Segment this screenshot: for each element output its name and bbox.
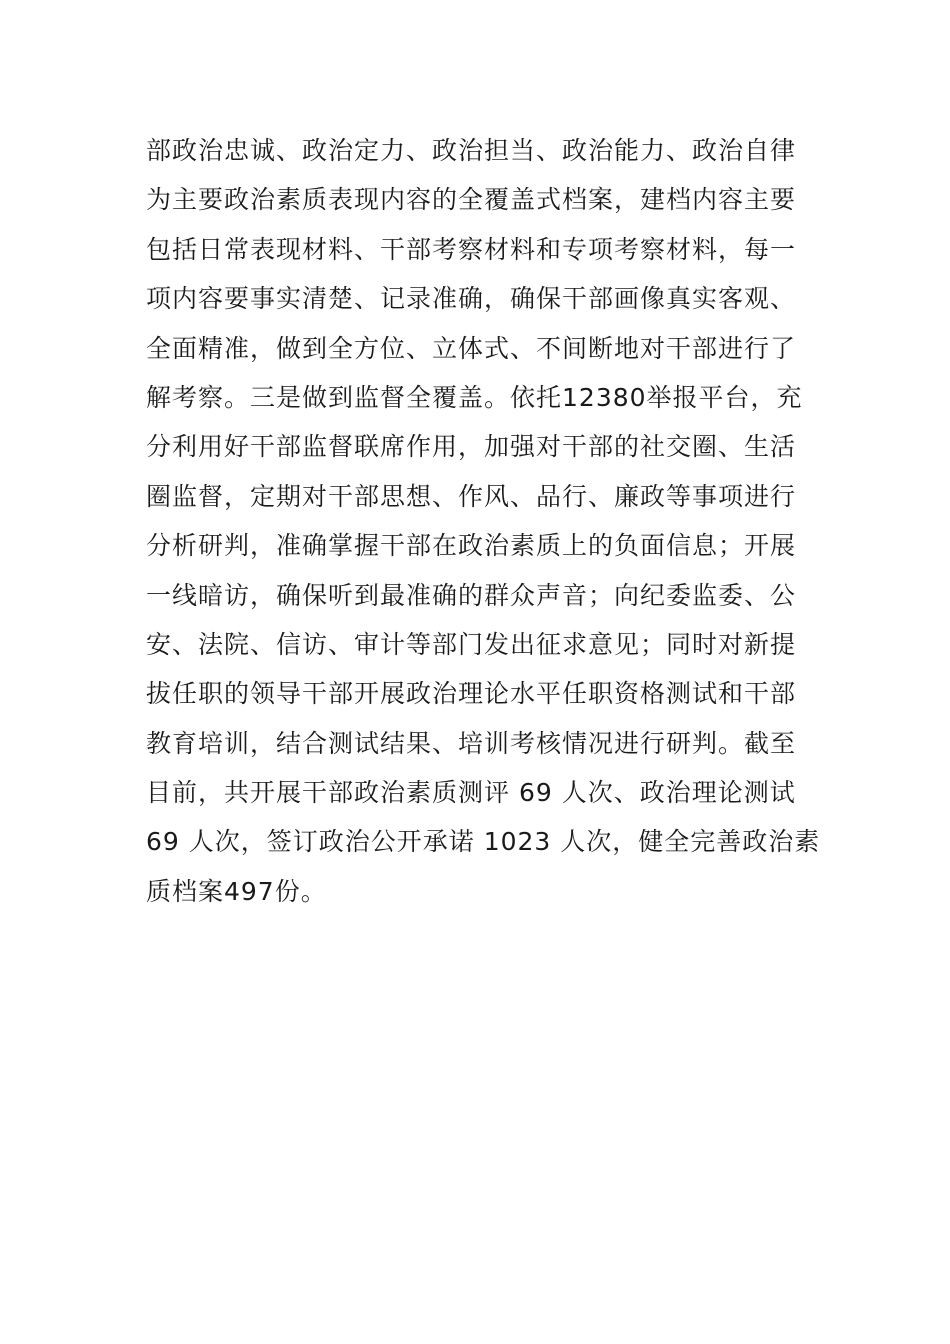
text-line: 目前，共开展干部政治素质测评 69 人次、政治理论测试 xyxy=(146,778,796,808)
text-line: 拔任职的领导干部开展政治理论水平任职资格测试和干部 xyxy=(146,679,797,709)
text-line: 圈监督，定期对干部思想、作风、品行、廉政等事项进行 xyxy=(146,481,797,511)
text-line: 项内容要事实清楚、记录准确，确保干部画像真实客观、 xyxy=(146,284,797,314)
text-line: 分利用好干部监督联席作用，加强对干部的社交圈、生活 xyxy=(146,432,797,462)
text-line: 解考察。三是做到监督全覆盖。依托12380举报平台，充 xyxy=(146,382,803,412)
text-line: 分析研判，准确掌握干部在政治素质上的负面信息；开展 xyxy=(146,531,797,561)
text-line: 质档案497份。 xyxy=(146,876,327,906)
text-line: 教育培训，结合测试结果、培训考核情况进行研判。截至 xyxy=(146,728,797,758)
text-line: 为主要政治素质表现内容的全覆盖式档案，建档内容主要 xyxy=(146,185,797,215)
text-line: 69 人次，签订政治公开承诺 1023 人次，健全完善政治素 xyxy=(146,827,821,857)
body-paragraph xyxy=(146,126,821,916)
text-line: 部政治忠诚、政治定力、政治担当、政治能力、政治自律 xyxy=(146,136,797,165)
text-line: 安、法院、信访、审计等部门发出征求意见；同时对新提 xyxy=(146,629,797,659)
text-line: 全面精准，做到全方位、立体式、不间断地对干部进行了 xyxy=(146,333,797,363)
text-line: 包括日常表现材料、干部考察材料和专项考察材料，每一 xyxy=(146,234,797,264)
text-line: 一线暗访，确保听到最准确的群众声音；向纪委监委、公 xyxy=(146,580,797,610)
